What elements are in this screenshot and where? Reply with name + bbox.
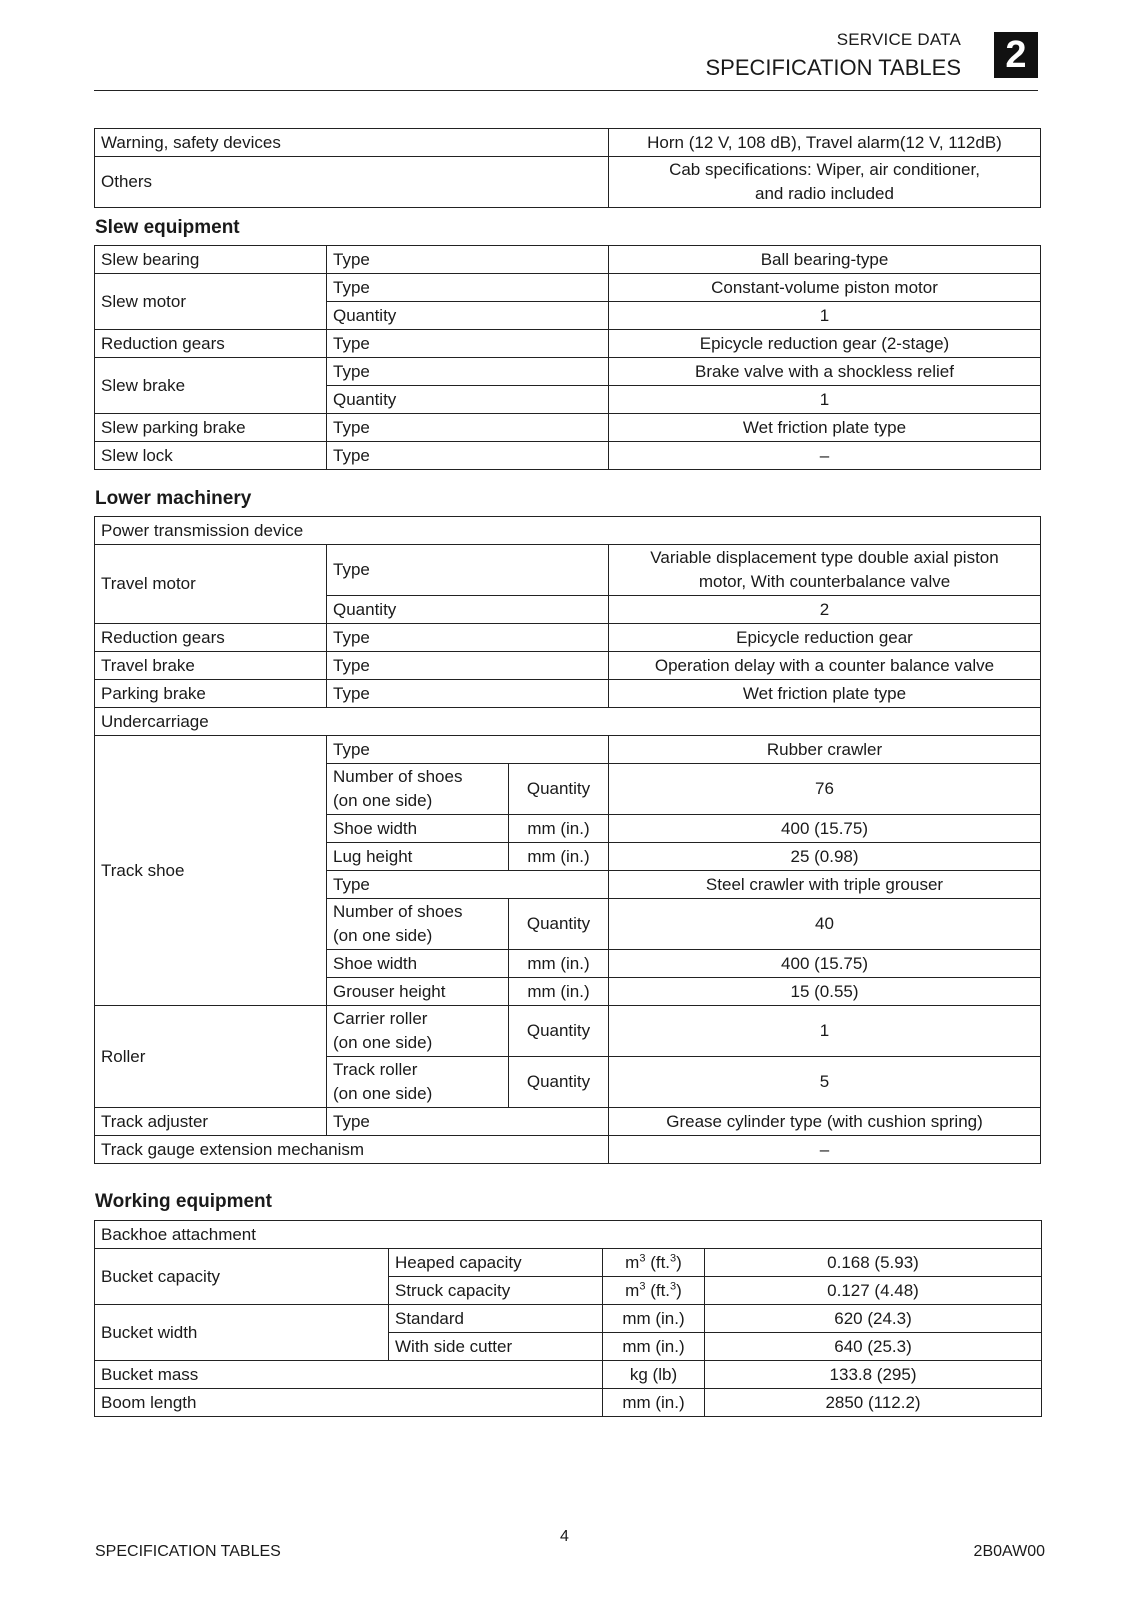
row-value: 25 (0.98) (609, 843, 1041, 871)
row-value: 1 (609, 302, 1041, 330)
row-label: Bucket capacity (95, 1249, 389, 1305)
header-title: SPECIFICATION TABLES (705, 55, 961, 80)
row-label: Slew parking brake (95, 414, 327, 442)
row-sublabel: Quantity (327, 596, 609, 624)
row-unit: mm (in.) (509, 950, 609, 978)
row-value: 400 (15.75) (609, 950, 1041, 978)
table-row (95, 442, 1041, 470)
table-row (95, 1221, 1042, 1249)
section-heading-lower: Lower machinery (95, 488, 252, 509)
working-table (94, 1220, 1042, 1417)
label-line: Number of shoes (333, 767, 463, 786)
row-value: 2850 (112.2) (705, 1389, 1042, 1417)
table-row (95, 680, 1041, 708)
row-sublabel: Quantity (327, 302, 609, 330)
row-sublabel (327, 764, 509, 815)
row-sublabel: Type (327, 358, 609, 386)
value-line: motor, With counterbalance valve (698, 572, 951, 591)
row-sublabel: Struck capacity (389, 1277, 603, 1305)
row-unit: mm (in.) (509, 978, 609, 1006)
table-row (95, 652, 1041, 680)
row-label: Slew bearing (95, 246, 327, 274)
row-sublabel: Shoe width (327, 815, 509, 843)
row-value: 76 (609, 764, 1041, 815)
row-label: Others (95, 157, 609, 208)
row-sublabel: Type (327, 246, 609, 274)
label-line: Track roller (333, 1060, 418, 1079)
row-unit: Quantity (509, 1006, 609, 1057)
label-line: (on one side) (333, 926, 433, 945)
row-label: Reduction gears (95, 330, 327, 358)
label-line: Number of shoes (333, 902, 463, 921)
table-row (95, 1389, 1042, 1417)
table-row (95, 545, 1041, 596)
row-unit: Quantity (509, 899, 609, 950)
row-value: Wet friction plate type (609, 680, 1041, 708)
row-value: 133.8 (295) (705, 1361, 1042, 1389)
header-divider (94, 90, 1038, 91)
row-sublabel (327, 1006, 509, 1057)
table-row (95, 1305, 1042, 1333)
table-row (95, 736, 1041, 764)
row-sublabel: Type (327, 545, 609, 596)
row-value: Steel crawler with triple grouser (609, 871, 1041, 899)
row-value: 400 (15.75) (609, 815, 1041, 843)
row-sublabel: Type (327, 330, 609, 358)
row-value: 15 (0.55) (609, 978, 1041, 1006)
row-sublabel: Heaped capacity (389, 1249, 603, 1277)
chapter-number-badge: 2 (994, 32, 1038, 78)
row-label: Travel brake (95, 652, 327, 680)
row-value: 1 (609, 386, 1041, 414)
row-label: Slew brake (95, 358, 327, 414)
row-label: Warning, safety devices (95, 129, 609, 157)
row-value: Ball bearing-type (609, 246, 1041, 274)
row-sublabel: Type (327, 414, 609, 442)
row-value (609, 545, 1041, 596)
row-value: 0.127 (4.48) (705, 1277, 1042, 1305)
row-sublabel: Type (327, 871, 609, 899)
table-row (95, 1361, 1042, 1389)
row-value: Epicycle reduction gear (609, 624, 1041, 652)
row-label: Track gauge extension mechanism (95, 1136, 609, 1164)
label-line: (on one side) (333, 791, 433, 810)
row-unit: $m^3$ (ft.$^3$) (603, 1277, 705, 1305)
row-value: Grease cylinder type (with cushion spring) (609, 1108, 1041, 1136)
header-section: SERVICE DATA (836, 30, 961, 49)
table-row (95, 1006, 1041, 1057)
table-row (95, 1136, 1041, 1164)
row-label: Roller (95, 1006, 327, 1108)
row-unit: Quantity (509, 1057, 609, 1108)
row-value: 640 (25.3) (705, 1333, 1042, 1361)
row-sublabel: Type (327, 736, 609, 764)
label-line: Carrier roller (333, 1009, 428, 1028)
row-sublabel: Type (327, 1108, 609, 1136)
row-label: Track shoe (95, 736, 327, 1006)
table-row (95, 274, 1041, 302)
row-value: Brake valve with a shockless relief (609, 358, 1041, 386)
value-line: Cab specifications: Wiper, air conditioner, (669, 160, 980, 179)
row-value: 2 (609, 596, 1041, 624)
row-label: Parking brake (95, 680, 327, 708)
row-sublabel (327, 1057, 509, 1108)
row-label: Track adjuster (95, 1108, 327, 1136)
table-row (95, 708, 1041, 736)
row-value: 620 (24.3) (705, 1305, 1042, 1333)
row-value: Constant-volume piston motor (609, 274, 1041, 302)
row-unit: mm (in.) (603, 1333, 705, 1361)
row-value: – (609, 1136, 1041, 1164)
row-sublabel: Shoe width (327, 950, 509, 978)
table-row (95, 624, 1041, 652)
row-value: 0.168 (5.93) (705, 1249, 1042, 1277)
row-label: Bucket width (95, 1305, 389, 1361)
general-table (94, 128, 1041, 208)
page-number: 4 (560, 1528, 569, 1545)
document-code: 2B0AW00 (973, 1543, 1045, 1560)
row-label: Power transmission device (95, 517, 1041, 545)
row-value: 40 (609, 899, 1041, 950)
row-value: Rubber crawler (609, 736, 1041, 764)
row-unit: mm (in.) (509, 815, 609, 843)
row-value: Epicycle reduction gear (2-stage) (609, 330, 1041, 358)
section-heading-working: Working equipment (95, 1191, 272, 1212)
row-sublabel: Type (327, 442, 609, 470)
row-sublabel: Quantity (327, 386, 609, 414)
value-line: and radio included (755, 184, 894, 203)
row-sublabel: Grouser height (327, 978, 509, 1006)
row-label: Travel motor (95, 545, 327, 624)
value-line: Variable displacement type double axial piston (650, 548, 999, 567)
section-heading-slew: Slew equipment (95, 217, 240, 238)
row-sublabel: Lug height (327, 843, 509, 871)
row-sublabel: Type (327, 624, 609, 652)
table-row (95, 129, 1041, 157)
row-unit: mm (in.) (603, 1305, 705, 1333)
row-value: – (609, 442, 1041, 470)
row-value: 1 (609, 1006, 1041, 1057)
row-label: Backhoe attachment (95, 1221, 1042, 1249)
row-unit: $m^3$ (ft.$^3$) (603, 1249, 705, 1277)
row-label: Undercarriage (95, 708, 1041, 736)
row-sublabel: Standard (389, 1305, 603, 1333)
row-sublabel (327, 899, 509, 950)
row-label: Reduction gears (95, 624, 327, 652)
row-unit: mm (in.) (509, 843, 609, 871)
row-sublabel: Type (327, 680, 609, 708)
row-unit: mm (in.) (603, 1389, 705, 1417)
label-line: (on one side) (333, 1033, 433, 1052)
row-unit: Quantity (509, 764, 609, 815)
table-row (95, 1249, 1042, 1277)
label-line: (on one side) (333, 1084, 433, 1103)
table-row (95, 517, 1041, 545)
row-value: 5 (609, 1057, 1041, 1108)
row-value: Horn (12 V, 108 dB), Travel alarm(12 V, 112dB) (609, 129, 1041, 157)
row-sublabel: Type (327, 274, 609, 302)
table-row (95, 330, 1041, 358)
lower-table (94, 516, 1041, 1164)
row-value (609, 157, 1041, 208)
table-row (95, 246, 1041, 274)
row-unit: kg (lb) (603, 1361, 705, 1389)
table-row (95, 157, 1041, 208)
table-row (95, 358, 1041, 386)
row-value: Operation delay with a counter balance valve (609, 652, 1041, 680)
table-row (95, 414, 1041, 442)
row-label: Boom length (95, 1389, 603, 1417)
row-label: Slew lock (95, 442, 327, 470)
table-row (95, 1108, 1041, 1136)
slew-table (94, 245, 1041, 470)
row-sublabel: With side cutter (389, 1333, 603, 1361)
row-label: Slew motor (95, 274, 327, 330)
row-value: Wet friction plate type (609, 414, 1041, 442)
row-label: Bucket mass (95, 1361, 603, 1389)
footer-title: SPECIFICATION TABLES (95, 1543, 281, 1560)
row-sublabel: Type (327, 652, 609, 680)
